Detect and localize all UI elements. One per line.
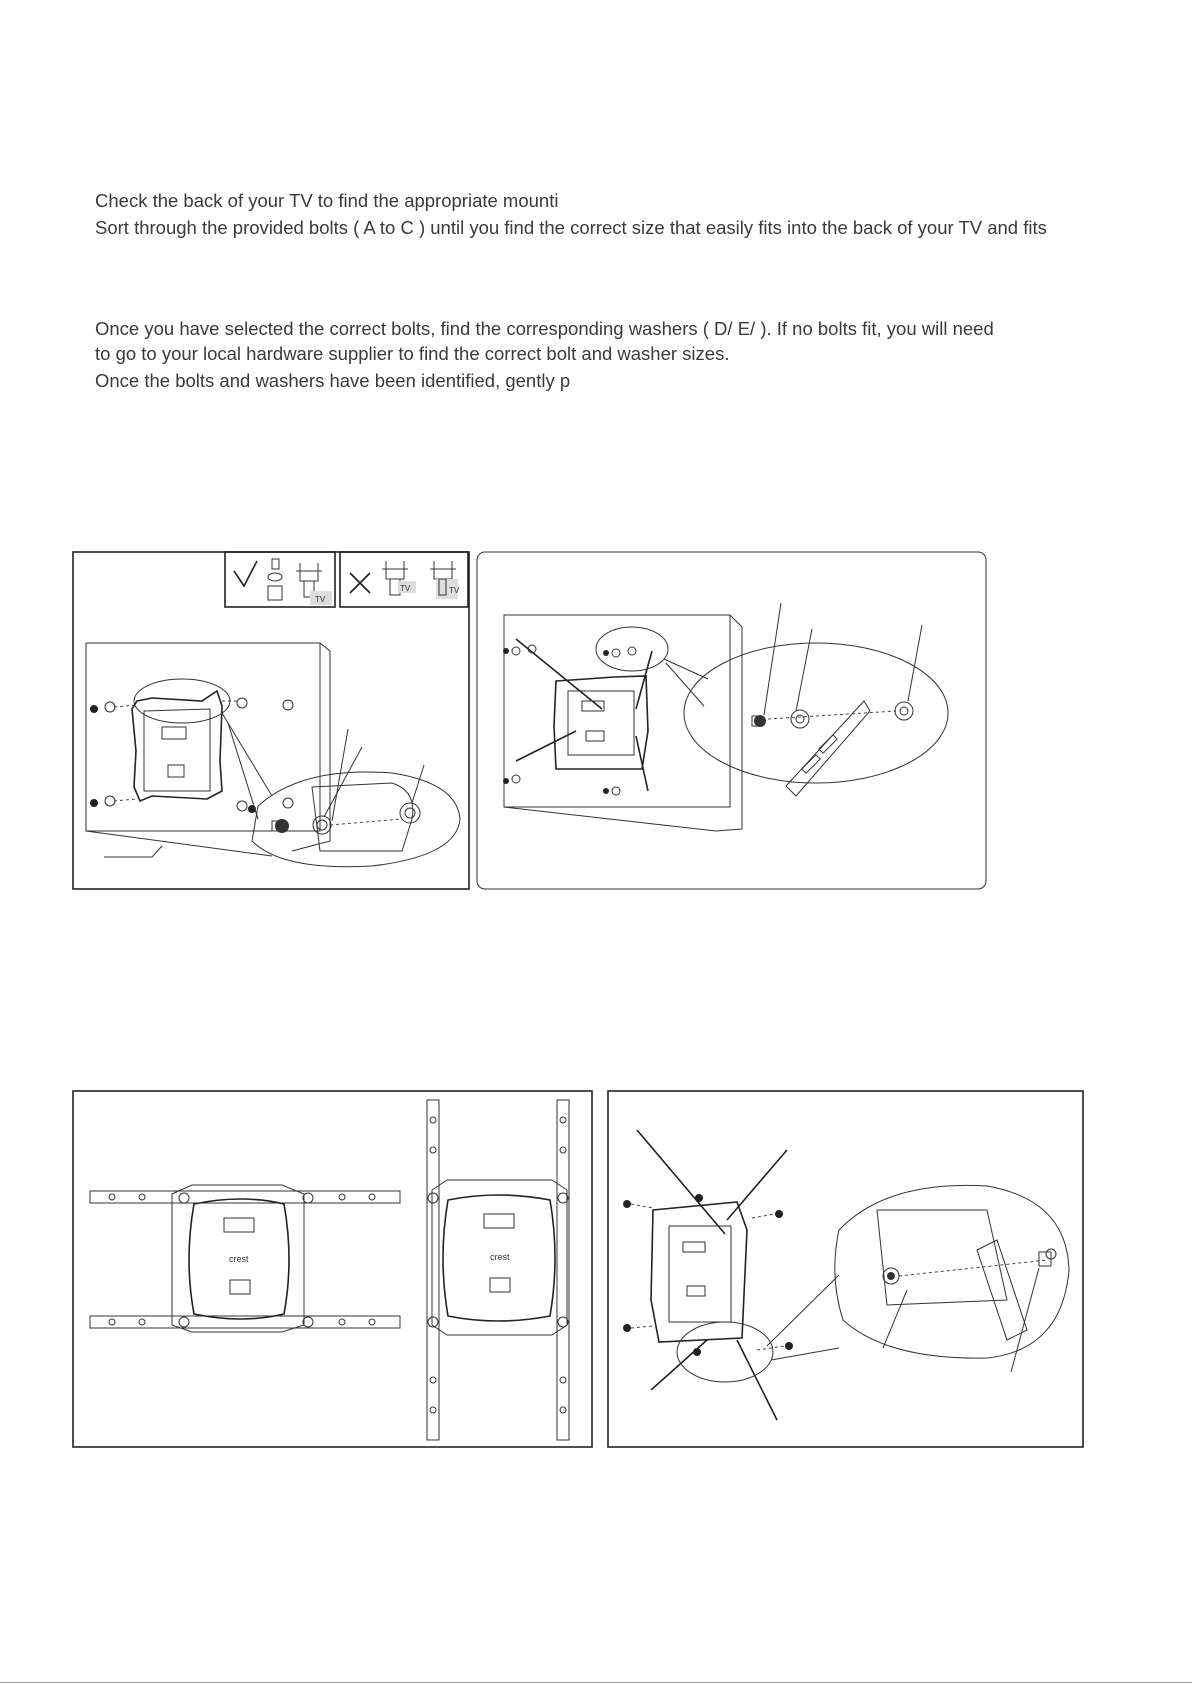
figure-arm-orientations (72, 1090, 594, 1450)
correct-fitting-icon (225, 552, 335, 607)
instruction-line-3: Once you have selected the correct bolts, find the corresponding washers ( D/ E/ ). If no bolts fit, you will need (95, 318, 994, 339)
figure-bracket-on-tv-square (72, 551, 470, 891)
instruction-line-1: Check the back of your TV to find the appropriate mounti (95, 190, 559, 211)
zoom-detail-3 (835, 1185, 1069, 1372)
vertical-arm-bracket (427, 1100, 569, 1440)
instruction-line-2: Sort through the provided bolts ( A to C ) until you find the correct size that easily fits into the back of your TV and fits (95, 217, 1047, 238)
instruction-line-4: to go to your local hardware supplier to find the correct bolt and washer sizes. (95, 343, 730, 364)
figure-attach-arms-detail (607, 1090, 1085, 1450)
tv-label-1: TV (315, 595, 326, 604)
figure-bracket-arms-on-tv (476, 551, 988, 891)
bracket-with-crossed-arms (623, 1130, 793, 1420)
zoom-detail-2 (684, 603, 948, 796)
instruction-line-5: Once the bolts and washers have been identified, gently p (95, 370, 571, 391)
bracket-plate (132, 691, 222, 801)
zoom-detail (252, 729, 460, 867)
horizontal-arm-bracket (90, 1185, 400, 1332)
tv-label-3: TV (449, 586, 460, 595)
tv-label-2: TV (400, 584, 411, 593)
bracket-with-arms (503, 627, 668, 795)
brand-logo-2: crest (490, 1252, 510, 1262)
tv-back-drawing (86, 643, 330, 856)
wrong-fitting-icon (340, 552, 468, 607)
page-bottom-rule (0, 1682, 1192, 1683)
brand-logo-1: crest (229, 1254, 249, 1264)
bolt-set (90, 698, 293, 813)
tv-back-drawing-2 (504, 615, 742, 831)
